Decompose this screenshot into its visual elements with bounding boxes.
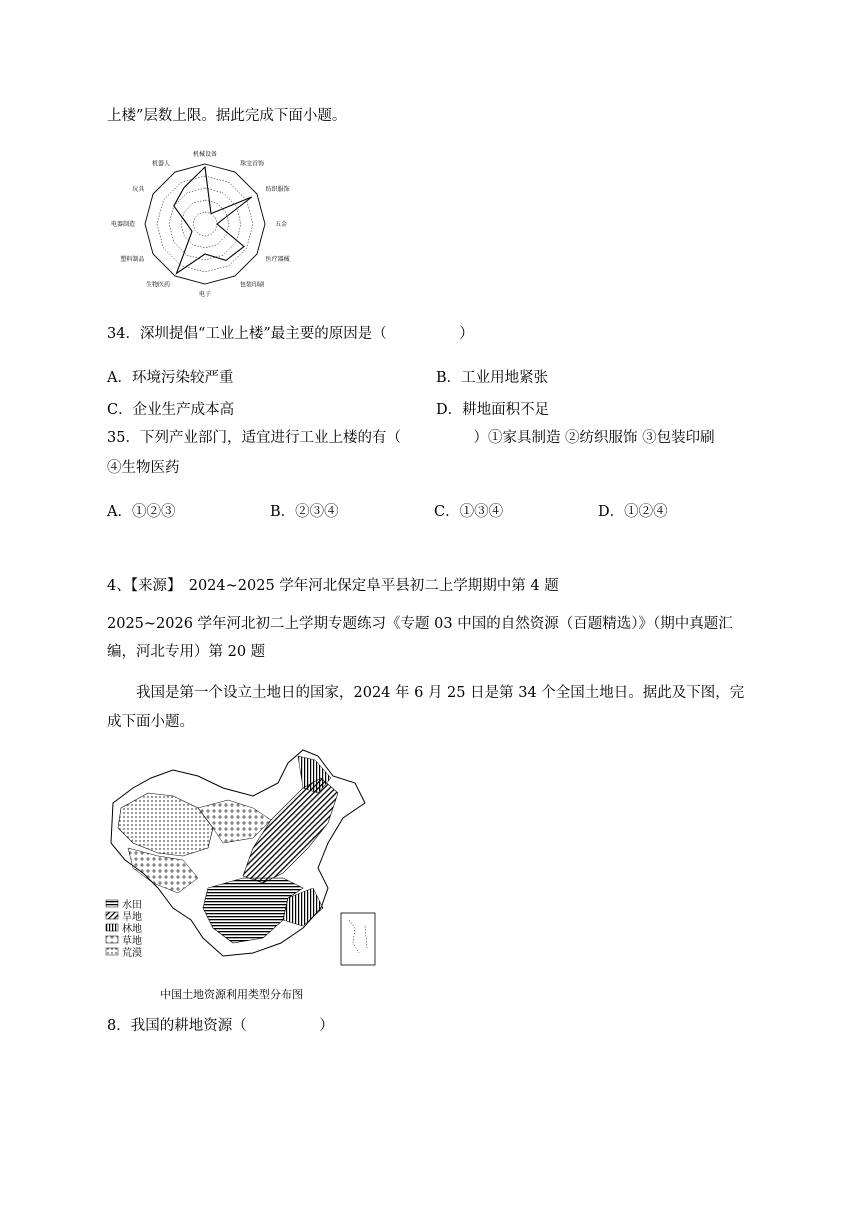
q34-option-c[interactable]: C．企业生产成本高 [107, 402, 235, 418]
legend-label-grass: 草地 [122, 936, 142, 947]
q35-option-c[interactable]: C．①③④ [434, 504, 504, 520]
source-line-2: 2025~2026 学年河北初二上学期专题练习《专题 03 中国的自然资源（百题精选）》（期中真题汇 [107, 616, 733, 632]
q8-stem: 8．我国的耕地资源（ ） [107, 1018, 334, 1034]
radar-chart [105, 143, 305, 303]
radar-axis-label: 玩具 [132, 186, 145, 193]
radar-axis-label: 五金 [275, 221, 288, 228]
china-land-use-map [103, 748, 383, 973]
source-line-3: 编，河北专用）第 20 题 [107, 644, 266, 660]
map-legend [106, 900, 118, 955]
intro-line-1: 我国是第一个设立土地日的国家，2024 年 6 月 25 日是第 34 个全国土地日。据此及下图，完 [136, 685, 745, 701]
radar-axis-label: 电器制造 [110, 221, 135, 228]
q35-option-a[interactable]: A．①②③ [107, 504, 176, 520]
legend-label-desert: 荒漠 [122, 948, 142, 959]
radar-axis-label: 医疗器械 [265, 256, 290, 263]
legend-label-forest: 林地 [122, 924, 142, 935]
radar-axis-label: 塑料制品 [120, 256, 145, 263]
radar-axis-label: 电子 [198, 291, 212, 298]
intro-continuation: 上楼”层数上限。据此完成下面小题。 [107, 108, 347, 124]
q34-option-d[interactable]: D．耕地面积不足 [436, 402, 550, 418]
q34-stem: 34．深圳提倡“工业上楼”最主要的原因是（ ） [107, 326, 474, 342]
map-caption: 中国土地资源利用类型分布图 [160, 988, 303, 1001]
q34-option-b[interactable]: B．工业用地紧张 [436, 370, 549, 386]
radar-axis-label: 机器人 [151, 160, 170, 168]
q35-option-b[interactable]: B．②③④ [270, 504, 339, 520]
radar-ring [169, 188, 241, 260]
q35-stem: 35．下列产业部门，适宜进行工业上楼的有（ ）①家具制造 ②纺织服饰 ③包装印刷 [107, 430, 715, 446]
source-line-1: 4、【来源】 2024~2025 学年河北保定阜平县初二上学期期中第 4 题 [107, 578, 559, 594]
radar-axis-label: 机械设备 [192, 151, 218, 158]
legend-label-paddy: 水田 [122, 900, 142, 911]
radar-axis-label: 珠宝首饰 [240, 160, 265, 168]
radar-axis-label: 生物医药 [145, 281, 170, 289]
radar-ring [193, 212, 217, 236]
q35-stem-cont: ④生物医药 [107, 460, 180, 476]
radar-axis-label: 纺织服饰 [265, 186, 290, 193]
q34-option-a[interactable]: A．环境污染较严重 [107, 370, 234, 386]
radar-ring [145, 164, 265, 284]
q35-option-d[interactable]: D．①②④ [598, 504, 668, 520]
map-inset-south-sea [341, 913, 375, 965]
intro-line-2: 成下面小题。 [107, 714, 194, 730]
radar-axis-label: 包装印刷 [240, 281, 265, 289]
legend-label-dryland: 旱地 [122, 912, 142, 923]
radar-ring [157, 176, 253, 272]
